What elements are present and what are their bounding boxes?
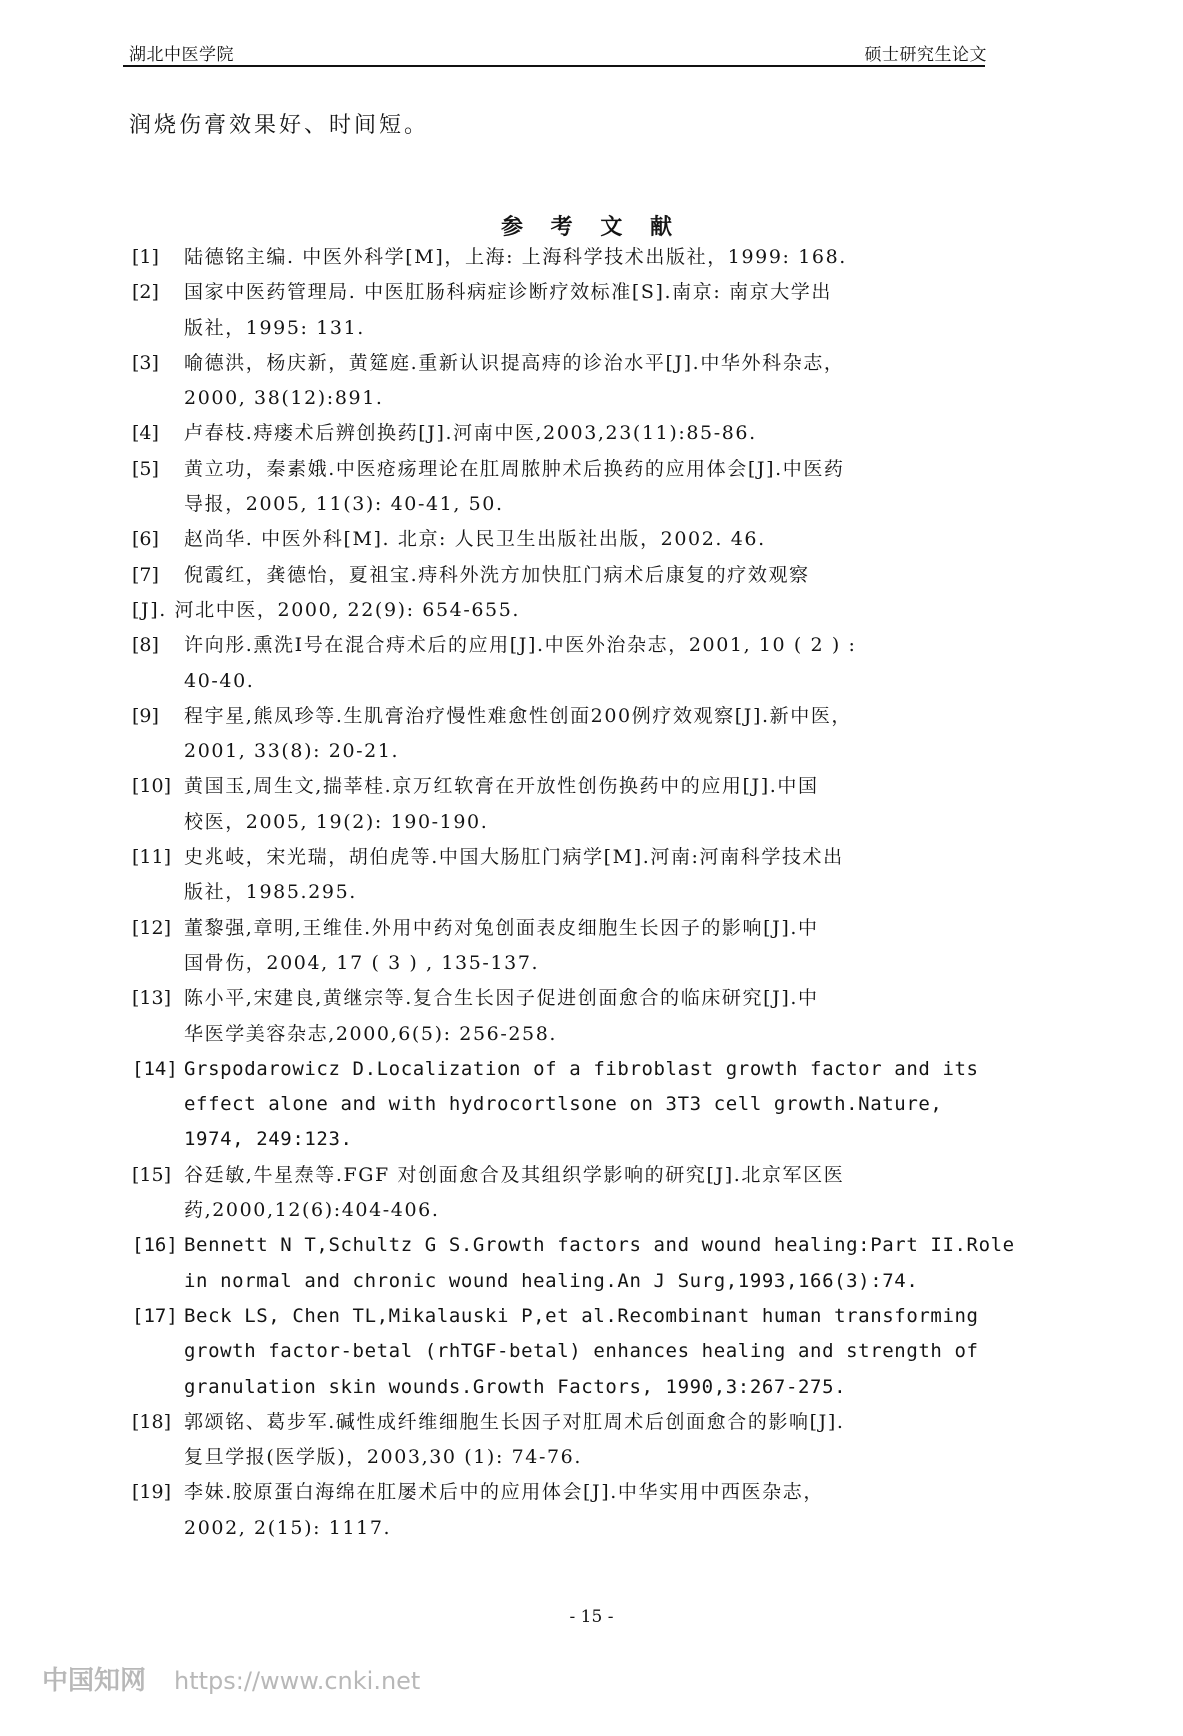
reference-line: 黄国玉,周生文,揣莘桂.京万红软膏在开放性创伤换药中的应用[J].中国 [184,775,819,798]
watermark [42,1660,420,1697]
reference-number: [6] [132,528,159,551]
reference-item [132,1228,1015,1299]
reference-item [132,1475,994,1546]
reference-number: [18] [132,1410,172,1433]
reference-item [132,840,994,911]
reference-item [132,558,994,593]
reference-number: [11] [132,846,172,869]
reference-number: [7] [132,563,159,586]
reference-line: 40-40. [184,669,255,692]
reference-line: 喻德洪，杨庆新，黄筵庭.重新认识提高痔的诊治水平[J].中华外科杂志， [184,351,845,374]
reference-line: 倪霞红，龚德怡，夏祖宝.痔科外洗方加快肛门病术后康复的疗效观察 [184,563,810,586]
reference-line: Bennett N T,Schultz G S.Growth factors and wound healing:Part II.Role [184,1234,1015,1257]
reference-line: 2000, 38(12):891. [184,387,384,410]
reference-item [132,1405,994,1476]
reference-item [132,240,994,275]
reference-line: 黄立功，秦素娥.中医疮疡理论在肛周脓肿术后换药的应用体会[J].中医药 [184,457,845,480]
reference-item [132,1299,994,1405]
watermark-url: https://www.cnki.net [174,1667,421,1695]
header-thesis-type: 硕士研究生论文 [864,45,987,65]
reference-line: 史兆岐，宋光瑞，胡伯虎等.中国大肠肛门病学[M].河南:河南科学技术出 [184,846,844,869]
reference-item [132,699,994,770]
reference-line: 1974, 249:123. [184,1128,353,1151]
reference-line: 药,2000,12(6):404-406. [184,1199,440,1222]
reference-line: 导报，2005, 11(3): 40-41, 50. [184,493,504,516]
reference-line: 陈小平,宋建良,黄继宗等.复合生长因子促进创面愈合的临床研究[J].中 [184,987,819,1010]
intro-text-line: 润烧伤膏效果好、时间短。 [129,113,430,138]
reference-line: effect alone and with hydrocortlsone on 3T3 cell growth.Nature, [184,1093,943,1116]
reference-number: [17] [132,1304,178,1327]
reference-line: 版社，1985.295. [184,881,357,904]
reference-line: 谷廷敏,牛星焘等.FGF 对创面愈合及其组织学影响的研究[J].北京军区医 [184,1163,845,1186]
reference-line: Beck LS, Chen TL,Mikalauski P,et al.Recombinant human transforming [184,1304,979,1327]
reference-item [132,911,994,982]
reference-number: [3] [132,351,159,374]
reference-line: 程宇星,熊凤珍等.生肌膏治疗慢性难愈性创面200例疗效观察[J].新中医， [184,704,853,727]
page-number: - 15 - [569,1607,614,1627]
reference-line: 国骨伤，2004, 17 ( 3 ) , 135-137. [184,951,540,974]
reference-item [132,1158,994,1229]
reference-number: [16] [132,1234,178,1257]
reference-line: 版社，1995: 131. [184,316,365,339]
reference-line: granulation skin wounds.Growth Factors, 1990,3:267-275. [184,1375,847,1398]
header-divider [123,65,985,67]
reference-number: [8] [132,634,159,657]
reference-number: [4] [132,422,159,445]
reference-number: [1] [132,246,159,268]
reference-line: 校医，2005, 19(2): 190-190. [184,810,489,833]
reference-line: 郭颂铭、葛步军.碱性成纤维细胞生长因子对肛周术后创面愈合的影响[J]. [184,1410,845,1433]
reference-line: 2002, 2(15): 1117. [184,1516,392,1539]
reference-number: [5] [132,457,159,480]
reference-item [132,416,994,451]
reference-number: [15] [132,1163,172,1186]
reference-line: 华医学美容杂志,2000,6(5): 256-258. [184,1022,558,1045]
reference-item [132,1052,994,1158]
reference-number: [19] [132,1481,172,1504]
reference-line: Grspodarowicz D.Localization of a fibroblast growth factor and its [184,1057,979,1080]
reference-number: [13] [132,987,172,1010]
reference-line: 董黎强,章明,王维佳.外用中药对兔创面表皮细胞生长因子的影响[J].中 [184,916,819,939]
reference-item [132,593,994,628]
reference-number: [10] [132,775,172,798]
reference-line: growth factor-betal (rhTGF-betal) enhances healing and strength of [184,1340,979,1363]
reference-line: 许向彤.熏洗I号在混合痔术后的应用[J].中医外治杂志，2001, 10 ( 2 ) : [184,634,857,657]
reference-number: [14] [132,1057,178,1080]
reference-item [132,346,994,417]
reference-line: 陆德铭主编. 中医外科学[M]，上海: 上海科学技术出版社，1999: 168. [184,246,847,268]
reference-list [132,240,1015,1546]
references-heading: 参 考 文 献 [501,214,682,240]
reference-line: [J]. 河北中医，2000, 22(9): 654-655. [132,598,521,621]
reference-item [132,275,994,346]
header-institution: 湖北中医学院 [129,45,234,65]
reference-line: 赵尚华. 中医外科[M]. 北京: 人民卫生出版社出版，2002. 46. [184,528,766,551]
reference-number: [9] [132,704,159,727]
reference-item [132,452,994,523]
watermark-brand: 中国知网 [42,1666,147,1696]
reference-item [132,769,994,840]
reference-item [132,981,994,1052]
reference-line: 2001, 33(8): 20-21. [184,740,400,763]
reference-number: [12] [132,916,172,939]
reference-number: [2] [132,281,159,304]
reference-item [132,522,994,557]
reference-line: 国家中医药管理局. 中医肛肠科病症诊断疗效标准[S].南京: 南京大学出 [184,281,833,304]
reference-line: 李妹.胶原蛋白海绵在肛屡术后中的应用体会[J].中华实用中西医杂志， [184,1481,824,1504]
reference-line: in normal and chronic wound healing.An J Surg,1993,166(3):74. [184,1269,919,1292]
reference-line: 卢春枝.痔瘘术后辨创换药[J].河南中医,2003,23(11):85-86. [184,422,757,445]
reference-item [132,628,994,699]
reference-line: 复旦学报(医学版)，2003,30 (1): 74-76. [184,1446,583,1469]
